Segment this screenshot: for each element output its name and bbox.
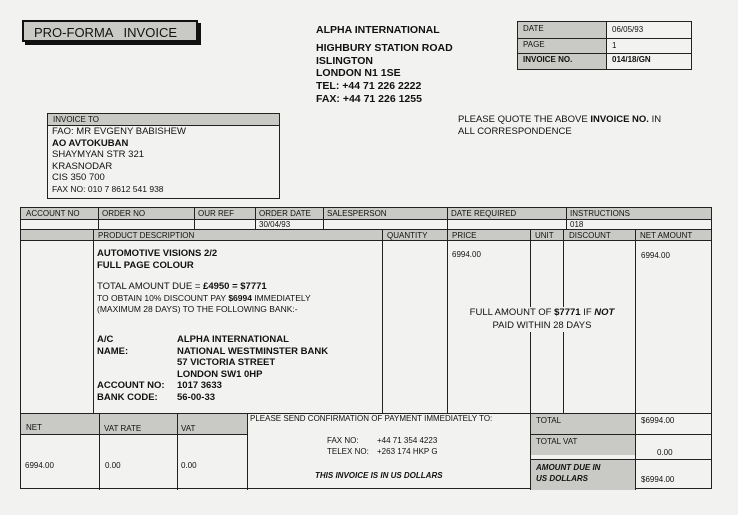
address-line: ISLINGTON [316, 54, 373, 67]
invoice-title-text: PRO-FORMA INVOICE [34, 25, 178, 40]
bank-code-label: BANK CODE: [97, 392, 158, 403]
col-discount: DISCOUNT [569, 231, 611, 240]
confirm-telex-label: TELEX NO: [327, 447, 369, 456]
company-fax: FAX: +44 71 226 1255 [316, 92, 422, 105]
item-line1: AUTOMOTIVE VISIONS 2/2 [97, 248, 218, 259]
invoice-to-line: SHAYMYAN STR 321 [52, 149, 145, 161]
amount-due-value: $6994.00 [641, 475, 675, 484]
header-order-no: ORDER NO [102, 209, 146, 218]
quote-note [458, 114, 661, 138]
ac-name-label: A/C NAME: [97, 334, 129, 357]
discount-terms: (MAXIMUM 28 DAYS) TO THE FOLLOWING BANK:- [97, 304, 298, 314]
quote-note-text: PLEASE QUOTE THE ABOVE [458, 114, 591, 125]
total-label: TOTAL [536, 416, 562, 425]
quote-note-text: IN [648, 114, 662, 125]
invoice-to-fao: FAO: MR EVGENY BABISHEW [52, 126, 186, 137]
confirm-telex-value: +263 174 HKP G [377, 447, 438, 456]
confirm-payment: PLEASE SEND CONFIRMATION OF PAYMENT IMMEDIATELY TO: [250, 414, 493, 423]
full-amount-note: FULL AMOUNT OF $7771 IF NOT PAID WITHIN 28 DAYS [449, 307, 635, 332]
instructions-value: 018 [570, 220, 584, 229]
address-line: HIGHBURY STATION ROAD [316, 41, 453, 54]
col-quantity: QUANTITY [387, 231, 428, 240]
confirm-fax-value: +44 71 354 4223 [377, 436, 438, 445]
total-value: $6994.00 [641, 416, 675, 425]
account-no-label: ACCOUNT NO: [97, 380, 165, 391]
invoice-to-fax: FAX NO: 010 7 8612 541 938 [52, 183, 164, 194]
footer-vat-rate-value: 0.00 [105, 461, 121, 470]
page-label: PAGE [523, 40, 545, 49]
bank-line: LONDON SW1 0HP [177, 368, 263, 380]
footer-vat-rate-label: VAT RATE [104, 424, 142, 433]
footer-net-label: NET [26, 423, 42, 432]
col-net-amount: NET AMOUNT [640, 231, 693, 240]
company-name: ALPHA INTERNATIONAL [316, 24, 440, 36]
invoice-to-label: INVOICE TO [53, 115, 99, 124]
item-net-amount: 6994.00 [641, 251, 670, 260]
date-value: 06/05/93 [612, 25, 644, 34]
date-label: DATE [523, 24, 544, 33]
footer-vat-value: 0.00 [181, 461, 197, 470]
header-our-ref: OUR REF [198, 209, 234, 218]
col-unit: UNIT [535, 231, 554, 240]
item-line2: FULL PAGE COLOUR [97, 259, 194, 271]
footer-net-value: 6994.00 [25, 461, 54, 470]
invoice-title [22, 20, 198, 42]
total-vat-label: TOTAL VAT [536, 437, 578, 446]
bank-line: 57 VICTORIA STREET [177, 357, 276, 369]
bank-line: NATIONAL WESTMINSTER BANK [177, 345, 329, 357]
header-order-date: ORDER DATE [259, 209, 311, 218]
invoice-to-line: KRASNODAR [52, 160, 113, 172]
page-value: 1 [612, 41, 617, 50]
col-product-description: PRODUCT DESCRIPTION [98, 231, 195, 240]
total-vat-value: 0.00 [657, 448, 673, 457]
bank-line: ALPHA INTERNATIONAL [177, 334, 289, 345]
header-date-required: DATE REQUIRED [451, 209, 517, 218]
address-line: LONDON N1 1SE [316, 67, 401, 80]
total-due: TOTAL AMOUNT DUE = £4950 = $7771 [97, 281, 267, 292]
header-instructions: INSTRUCTIONS [570, 209, 630, 218]
invoice-table [20, 207, 712, 489]
invoice-no-value: 014/18/GN [612, 55, 651, 64]
company-tel: TEL: +44 71 226 2222 [316, 80, 422, 93]
footer-vat-label: VAT [181, 424, 196, 433]
invoice-no-label: INVOICE NO. [523, 55, 573, 64]
usd-note: THIS INVOICE IS IN US DOLLARS [315, 471, 443, 480]
bank-code-value: 56-00-33 [177, 392, 216, 403]
company-address [316, 24, 453, 106]
quote-note-emphasis: INVOICE NO. [590, 114, 649, 125]
invoice-meta-box [517, 21, 692, 70]
account-no-value: 1017 3633 [177, 380, 222, 391]
invoice-to-company: AO AVTOKUBAN [52, 137, 129, 149]
invoice-to-box [47, 113, 280, 199]
header-account-no: ACCOUNT NO [26, 209, 80, 218]
order-date-value: 30/04/93 [259, 220, 291, 229]
quote-note-line2: ALL CORRESPONDENCE [458, 126, 572, 137]
invoice-to-line: CIS 350 700 [52, 172, 105, 184]
discount-offer: TO OBTAIN 10% DISCOUNT PAY $6994 IMMEDIATELY [97, 292, 311, 303]
confirm-fax-label: FAX NO: [327, 436, 359, 445]
item-price: 6994.00 [452, 250, 481, 259]
header-salesperson: SALESPERSON [327, 209, 387, 218]
amount-due-label: AMOUNT DUE IN US DOLLARS [536, 463, 601, 483]
col-price: PRICE [452, 231, 477, 240]
